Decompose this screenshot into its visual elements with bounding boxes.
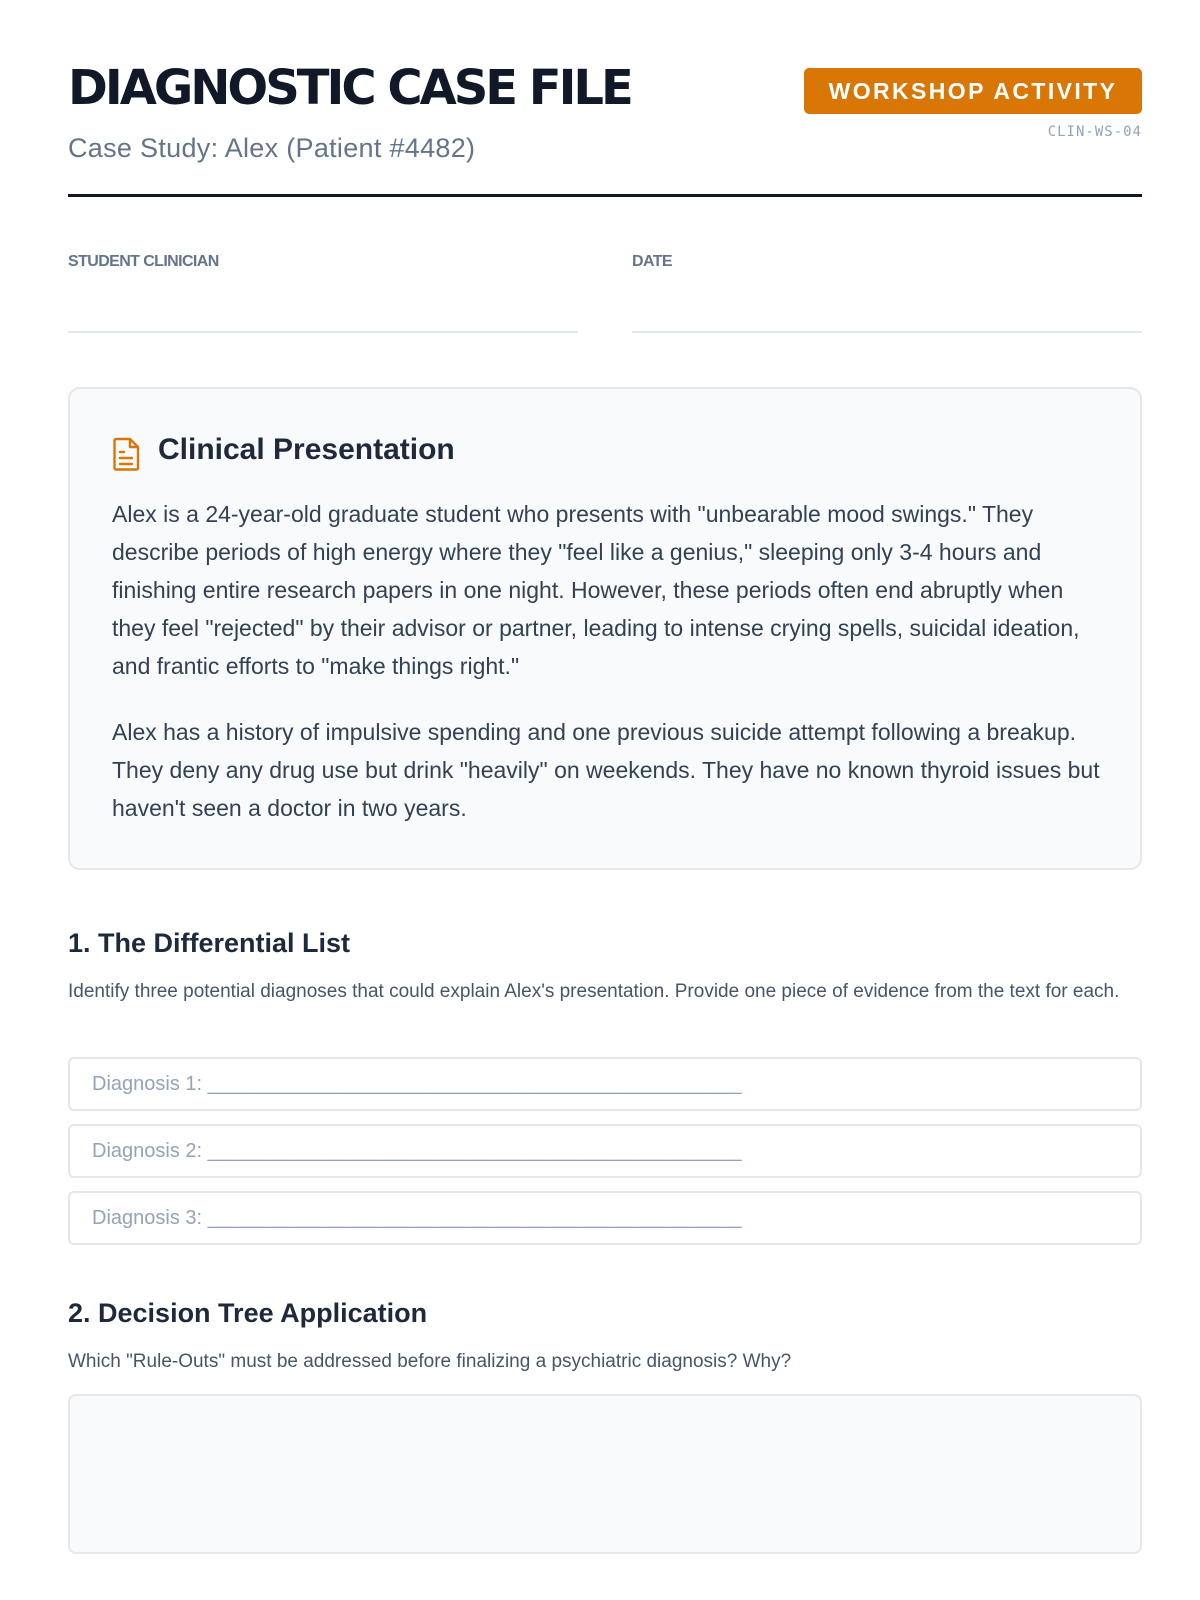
document-header — [68, 0, 1142, 197]
clinical-presentation-title: Clinical Presentation — [158, 433, 455, 466]
rule-outs-answer-area[interactable] — [68, 1394, 1142, 1554]
diagnosis-3-field[interactable]: Diagnosis 3: ________________________________________________ — [68, 1191, 1142, 1245]
diagnosis-2-field[interactable]: Diagnosis 2: ________________________________________________ — [68, 1124, 1142, 1178]
differential-list-description: Identify three potential diagnoses that could explain Alex's presentation. Provide one piece of evidence from the text for each. — [68, 981, 1120, 1002]
document-icon — [112, 437, 142, 471]
student-clinician-label: STUDENT CLINICIAN — [68, 253, 219, 270]
diagnosis-1-field[interactable]: Diagnosis 1: ________________________________________________ — [68, 1057, 1142, 1111]
differential-list-title: 1. The Differential List — [68, 928, 351, 958]
clinical-presentation-body — [112, 495, 1112, 855]
clinical-paragraph: Alex is a 24-year-old graduate student who presents with "unbearable mood swings." They describe periods of high energy where they "feel like a genius," sleeping only 3-4 hours and finishing entire research papers in one night. However, these periods often end abruptly when they feel "rejected" by their advisor or partner, leading to intense crying spells, suicidal ideation, and frantic efforts to "make things right." — [112, 501, 1080, 679]
case-subtitle: Case Study: Alex (Patient #4482) — [68, 133, 476, 163]
clinical-presentation-panel — [68, 387, 1142, 870]
clinical-paragraph: Alex has a history of impulsive spending and one previous suicide attempt following a breakup. They deny any drug use but drink "heavily" on weekends. They have no known thyroid issues but haven't seen a doctor in two years. — [112, 719, 1100, 821]
document-title: DIAGNOSTIC CASE FILE — [68, 60, 631, 116]
document-code: CLIN-WS-04 — [1047, 124, 1142, 140]
worksheet-page — [68, 0, 1142, 1372]
student-info-fields — [68, 253, 1142, 333]
date-field[interactable] — [632, 253, 1142, 333]
workshop-badge: WORKSHOP ACTIVITY — [804, 68, 1142, 114]
student-clinician-field[interactable] — [68, 253, 578, 333]
decision-tree-title: 2. Decision Tree Application — [68, 1298, 428, 1328]
decision-tree-question: Which "Rule-Outs" must be addressed before finalizing a psychiatric diagnosis? Why? — [68, 1351, 792, 1372]
date-label: DATE — [632, 253, 672, 270]
